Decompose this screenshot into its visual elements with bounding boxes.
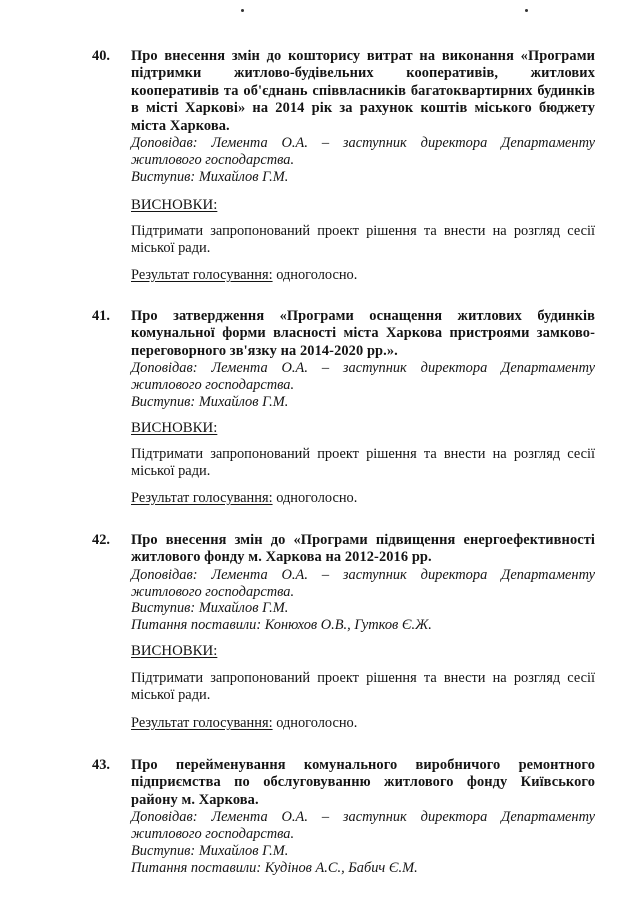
conclusions-text: Підтримати запропонований проект рішення та внести на розгляд сесії міської ради. — [131, 223, 595, 256]
vote-label: Результат голосування: — [131, 490, 273, 506]
vote-result — [131, 715, 595, 732]
vote-result — [131, 267, 595, 284]
item-title: Про внесення змін до «Програми підвищення енергоефективності житлового фонду м. Харкова на 2012-2016 рр. — [131, 532, 595, 566]
speaker-line: Виступив: Михайлов Г.М. — [131, 842, 289, 859]
rapporteur-line: Доповідав: Лемента О.А. – заступник директора Департаменту житлового господарства. — [131, 360, 595, 394]
scan-mark — [241, 9, 244, 12]
vote-label: Результат голосування: — [131, 715, 273, 731]
conclusions-text: Підтримати запропонований проект рішення та внести на розгляд сесії міської ради. — [131, 670, 595, 703]
item-body — [131, 757, 595, 876]
speaker-line: Виступив: Михайлов Г.М. — [131, 168, 289, 185]
vote-value: одноголосно. — [276, 267, 358, 283]
conclusions-block — [131, 197, 595, 284]
speaker-line: Виступив: Михайлов Г.М. — [131, 600, 289, 617]
scan-mark — [525, 9, 528, 12]
vote-value: одноголосно. — [276, 715, 358, 731]
item-body — [131, 48, 595, 185]
item-body — [131, 532, 595, 634]
questions-line: Питання поставили: Конюхов О.В., Гутков Є.Ж. — [131, 617, 432, 634]
speaker-line: Виступив: Михайлов Г.М. — [131, 393, 289, 410]
conclusions-heading: ВИСНОВКИ: — [131, 643, 218, 659]
rapporteur-line: Доповідав: Лемента О.А. – заступник директора Департаменту житлового господарства. — [131, 809, 595, 843]
vote-result — [131, 490, 595, 507]
rapporteur-line: Доповідав: Лемента О.А. – заступник директора Департаменту житлового господарства. — [131, 566, 595, 600]
item-number: 41. — [92, 308, 110, 324]
conclusions-block — [131, 643, 595, 732]
item-title: Про перейменування комунального виробничого ремонтного підприємства по обслуговуванню житлового фонду Київського району м. Харкова. — [131, 757, 595, 808]
rapporteur-line: Доповідав: Лемента О.А. – заступник директора Департаменту житлового господарства. — [131, 135, 595, 168]
item-title: Про внесення змін до кошторису витрат на виконання «Програми підтримки житлово-будівельних кооперативів, житлових кооперативів та об'єднань співвласників багатоквартирних будинків в місті Харкові» на 2014 рік за рахунок коштів міського бюджету міста Харкова. — [131, 48, 595, 134]
item-number: 42. — [92, 532, 110, 548]
conclusions-block — [131, 420, 595, 507]
item-number: 40. — [92, 48, 110, 64]
item-number: 43. — [92, 757, 110, 773]
conclusions-heading: ВИСНОВКИ: — [131, 420, 218, 436]
vote-value: одноголосно. — [276, 490, 358, 506]
conclusions-heading: ВИСНОВКИ: — [131, 197, 218, 213]
questions-line: Питання поставили: Кудінов А.С., Бабич Є.М. — [131, 859, 418, 876]
item-body — [131, 308, 595, 411]
conclusions-text: Підтримати запропонований проект рішення та внести на розгляд сесії міської ради. — [131, 446, 595, 479]
item-title: Про затвердження «Програми оснащення житлових будинків комунальної форми власності міста Харкова пристроями замково-переговорного зв'язку на 2014-2020 рр.». — [131, 308, 595, 359]
vote-label: Результат голосування: — [131, 267, 273, 283]
